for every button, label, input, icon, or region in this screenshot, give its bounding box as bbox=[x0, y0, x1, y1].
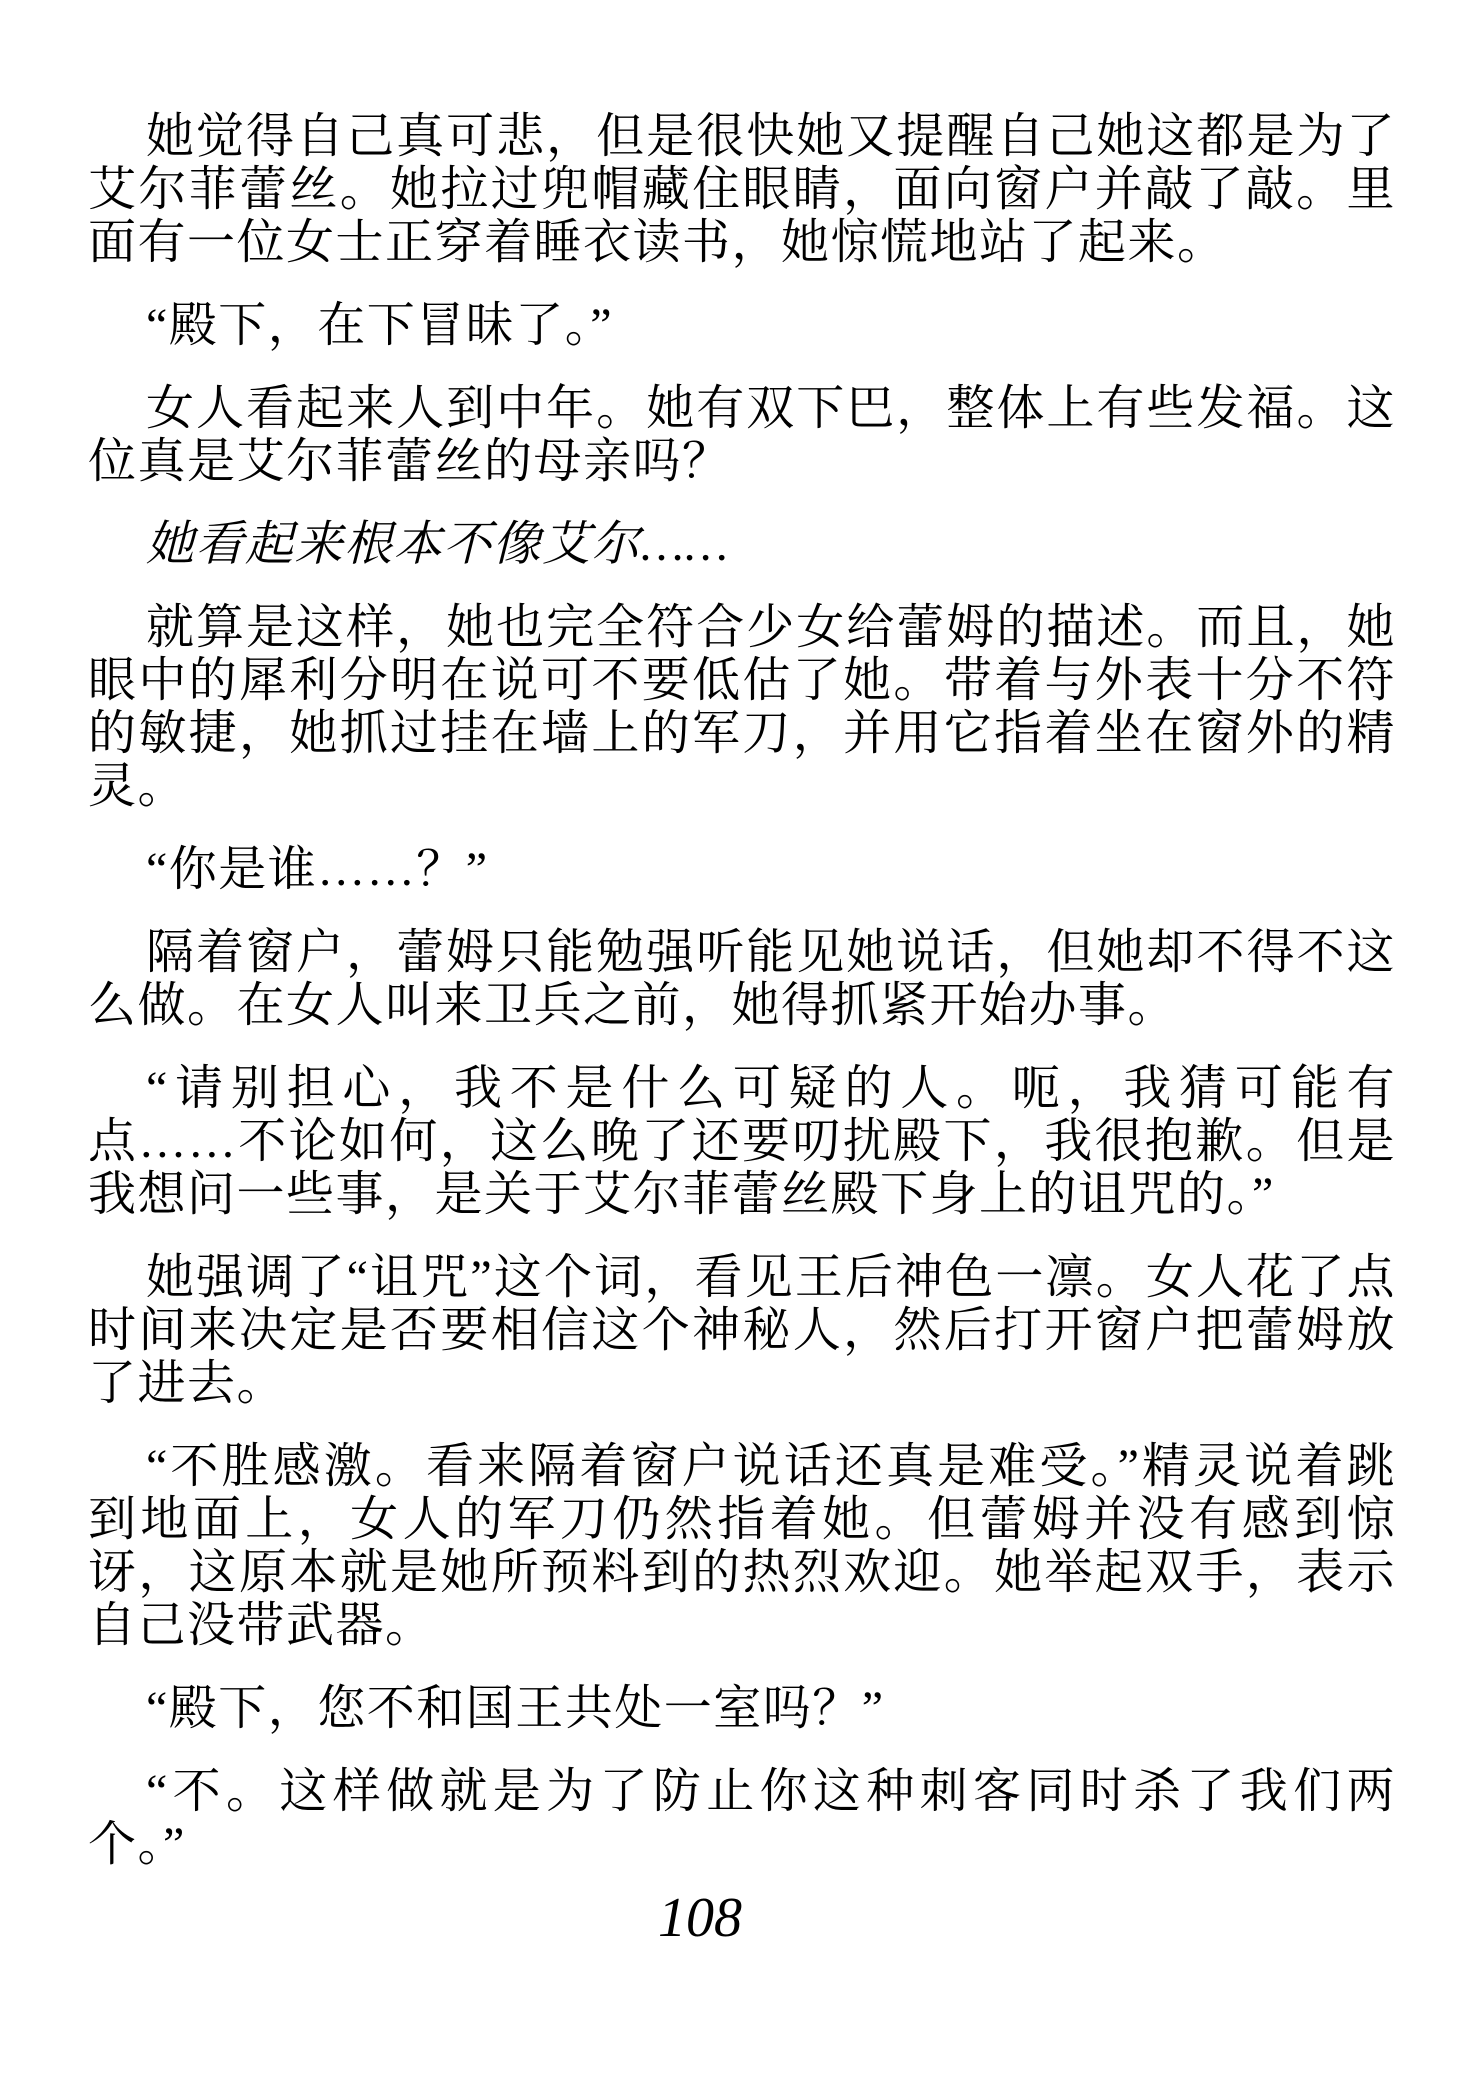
paragraph: 隔着窗户，蕾姆只能勉强听能见她说话，但她却不得不这么做。在女人叫来卫兵之前，她得抓紧开始办事。 bbox=[88, 926, 1396, 1032]
paragraph: “不胜感激。看来隔着窗户说话还真是难受。”精灵说着跳到地面上，女人的军刀仍然指着她。但蕾姆并没有感到惊讶，这原本就是她所预料到的热烈欢迎。她举起双手，表示自己没带武器。 bbox=[88, 1440, 1396, 1652]
paragraph: “殿下，在下冒昧了。” bbox=[146, 299, 614, 352]
paragraph: “请别担心，我不是什么可疑的人。呃，我猜可能有点……不论如何，这么晚了还要叨扰殿下，我很抱歉。但是我想问一些事，是关于艾尔菲蕾丝殿下身上的诅咒的。” bbox=[88, 1062, 1396, 1221]
paragraph: 就算是这样，她也完全符合少女给蕾姆的描述。而且，她眼中的犀利分明在说可不要低估了她。带着与外表十分不符的敏捷，她抓过挂在墙上的军刀，并用它指着坐在窗外的精灵。 bbox=[88, 601, 1396, 813]
paragraph: 她强调了“诅咒”这个词，看见王后神色一凛。女人花了点时间来决定是否要相信这个神秘人，然后打开窗户把蕾姆放了进去。 bbox=[88, 1251, 1396, 1410]
text-block bbox=[88, 110, 1396, 1901]
paragraph: “你是谁……？” bbox=[146, 843, 489, 896]
paragraph: 女人看起来人到中年。她有双下巴，整体上有些发福。这位真是艾尔菲蕾丝的母亲吗？ bbox=[88, 382, 1396, 488]
paragraph: 她觉得自己真可悲，但是很快她又提醒自己她这都是为了艾尔菲蕾丝。她拉过兜帽藏住眼睛，面向窗户并敲了敲。里面有一位女士正穿着睡衣读书，她惊慌地站了起来。 bbox=[88, 110, 1396, 269]
paragraph: “殿下，您不和国王共处一室吗？” bbox=[146, 1682, 885, 1735]
paragraph: “不。这样做就是为了防止你这种刺客同时杀了我们两个。” bbox=[88, 1765, 1396, 1871]
paragraph: 她看起来根本不像艾尔…… bbox=[146, 518, 730, 571]
page-number: 108 bbox=[658, 1887, 742, 1949]
